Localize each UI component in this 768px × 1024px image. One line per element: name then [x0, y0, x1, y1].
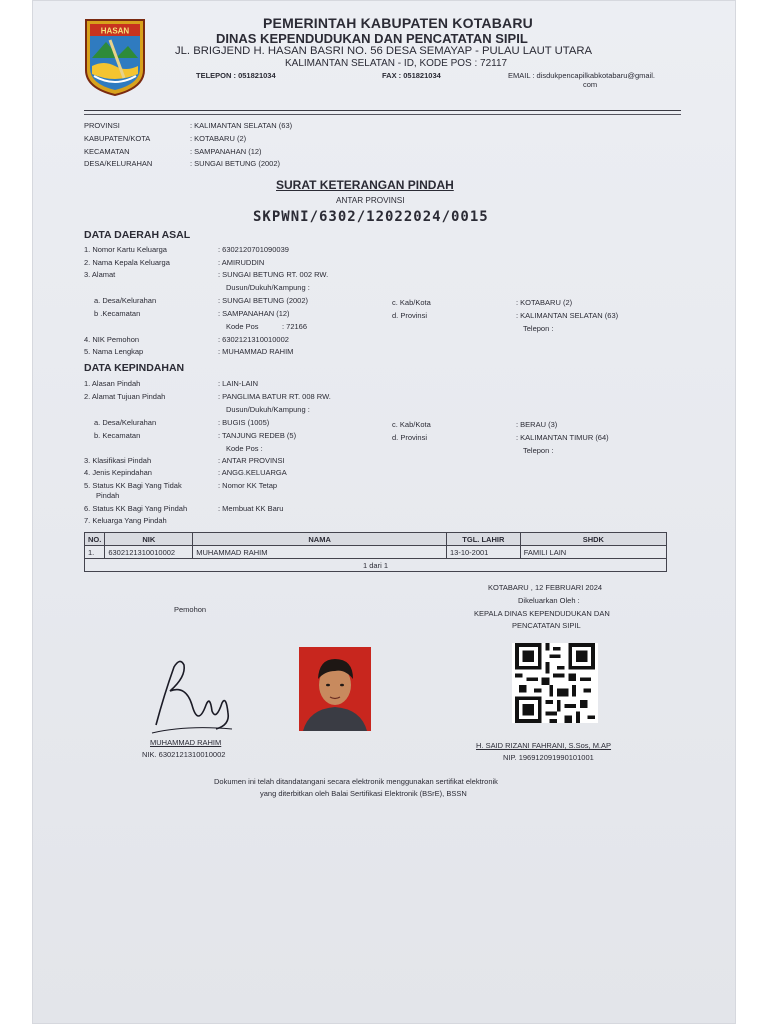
official-name: H. SAID RIZANI FAHRANI, S.Sos, M.AP — [476, 741, 612, 750]
section-heading-kepindahan: DATA KEPINDAHAN — [84, 362, 185, 374]
family-table — [84, 532, 667, 572]
region-label: KABUPATEN/KOTA — [84, 134, 151, 143]
footer-note-cont: yang diterbitkan oleh Balai Sertifikasi Elektronik (BSrE), BSSN — [260, 789, 467, 798]
field-sublabel: Dusun/Dukuh/Kampung : — [226, 283, 310, 292]
region-value: : SAMPANAHAN (12) — [190, 147, 262, 156]
field-value: : PANGLIMA BATUR RT. 008 RW. — [218, 392, 331, 401]
document-number: SKPWNI/6302/12022024/0015 — [253, 209, 489, 225]
field-value: : ANTAR PROVINSI — [218, 456, 285, 465]
field-value: : KALIMANTAN TIMUR (64) — [516, 433, 609, 442]
header-agency: DINAS KEPENDUDUKAN DAN PENCATATAN SIPIL — [216, 31, 528, 46]
field-label: Kode Pos : — [226, 444, 263, 453]
applicant-nik: NIK. 6302121310010002 — [142, 750, 226, 759]
field-value: : SUNGAI BETUNG (2002) — [218, 296, 309, 305]
place-date: KOTABARU , 12 FEBRUARI 2024 — [488, 583, 603, 592]
official-nip: NIP. 196912091990101001 — [503, 753, 594, 762]
header-email-cont: com — [583, 80, 598, 89]
region-value: : KOTABARU (2) — [190, 134, 247, 143]
document-title: SURAT KETERANGAN PINDAH — [276, 178, 454, 192]
field-value: : SUNGAI BETUNG RT. 002 RW. — [218, 270, 329, 279]
field-label: Kode Pos — [226, 322, 259, 331]
field-label: c. Kab/Kota — [392, 298, 431, 307]
table-cell: 1. — [85, 546, 105, 559]
field-label: 1. Alasan Pindah — [84, 379, 141, 388]
field-value: : 72166 — [282, 322, 308, 331]
region-label: KECAMATAN — [84, 147, 130, 156]
field-label: 4. Jenis Kepindahan — [84, 468, 152, 477]
field-label: a. Desa/Kelurahan — [94, 418, 157, 427]
official-title: KEPALA DINAS KEPENDUDUKAN DAN — [474, 609, 610, 618]
region-label: DESA/KELURAHAN — [84, 159, 153, 168]
field-label: a. Desa/Kelurahan — [94, 296, 157, 305]
field-label: b. Kecamatan — [94, 431, 141, 440]
field-label: 5. Nama Lengkap — [84, 347, 144, 356]
issued-by-label: Dikeluarkan Oleh : — [518, 596, 580, 605]
column-header: TGL. LAHIR — [446, 533, 520, 546]
section-heading-asal: DATA DAERAH ASAL — [84, 229, 191, 241]
field-sublabel: Dusun/Dukuh/Kampung : — [226, 405, 310, 414]
field-label: Telepon : — [523, 324, 554, 333]
header-fax: FAX : 051821034 — [382, 71, 441, 80]
field-label: 3. Alamat — [84, 270, 116, 279]
qr-code — [512, 643, 598, 723]
field-value: : BUGIS (1005) — [218, 418, 270, 427]
field-value: : ANGG.KELUARGA — [218, 468, 287, 477]
field-label: 2. Nama Kepala Keluarga — [84, 258, 170, 267]
field-label: Pindah — [96, 491, 120, 500]
field-label: Telepon : — [523, 446, 554, 455]
applicant-photo — [299, 647, 371, 731]
header-rule-thin — [84, 114, 681, 115]
footer-note: Dokumen ini telah ditandatangani secara elektronik menggunakan sertifikat elektronik — [214, 777, 498, 786]
field-label: 1. Nomor Kartu Keluarga — [84, 245, 167, 254]
field-label: 3. Klasifikasi Pindah — [84, 456, 152, 465]
official-title-cont: PENCATATAN SIPIL — [512, 621, 581, 630]
header-province: KALIMANTAN SELATAN - ID, KODE POS : 72117 — [285, 58, 508, 69]
field-label: 4. NIK Pemohon — [84, 335, 140, 344]
field-value: : LAIN-LAIN — [218, 379, 259, 388]
table-header-row — [85, 533, 667, 546]
table-cell: 6302121310010002 — [105, 546, 193, 559]
emblem-banner-text: HASAN — [100, 26, 130, 36]
region-value: : SUNGAI BETUNG (2002) — [190, 159, 281, 168]
header-telepon: TELEPON : 051821034 — [196, 71, 276, 80]
field-value: : 6302120701090039 — [218, 245, 289, 254]
column-header: NO. — [85, 533, 105, 546]
field-value: : TANJUNG REDEB (5) — [218, 431, 297, 440]
field-label: 6. Status KK Bagi Yang Pindah — [84, 504, 188, 513]
kotabaru-emblem-icon — [84, 18, 146, 96]
table-pagination: 1 dari 1 — [85, 559, 667, 572]
applicant-label: Pemohon — [174, 605, 207, 614]
field-value: : KALIMANTAN SELATAN (63) — [516, 311, 619, 320]
field-value: : MUHAMMAD RAHIM — [218, 347, 294, 356]
field-value: : Membuat KK Baru — [218, 504, 284, 513]
header-address: JL. BRIGJEND H. HASAN BASRI NO. 56 DESA SEMAYAP - PULAU LAUT UTARA — [175, 45, 593, 57]
header-rule — [84, 110, 681, 111]
field-label: 5. Status KK Bagi Yang Tidak — [84, 481, 182, 490]
table-pagination-row — [85, 559, 667, 572]
field-label: d. Provinsi — [392, 311, 428, 320]
field-value: : SAMPANAHAN (12) — [218, 309, 290, 318]
field-value: : Nomor KK Tetap — [218, 481, 278, 490]
header-government: PEMERINTAH KABUPATEN KOTABARU — [263, 15, 533, 31]
field-value: : AMIRUDDIN — [218, 258, 265, 267]
document-subtitle: ANTAR PROVINSI — [336, 196, 405, 205]
field-label: 2. Alamat Tujuan Pindah — [84, 392, 166, 401]
column-header: SHDK — [520, 533, 666, 546]
field-value: : BERAU (3) — [516, 420, 558, 429]
field-value: : 6302121310010002 — [218, 335, 289, 344]
signature-image — [146, 655, 236, 737]
region-label: PROVINSI — [84, 121, 120, 130]
table-row — [85, 546, 667, 559]
column-header: NAMA — [193, 533, 447, 546]
table-cell: MUHAMMAD RAHIM — [193, 546, 447, 559]
field-value: : KOTABARU (2) — [516, 298, 573, 307]
region-value: : KALIMANTAN SELATAN (63) — [190, 121, 293, 130]
field-label: b .Kecamatan — [94, 309, 141, 318]
table-cell: FAMILI LAIN — [520, 546, 666, 559]
table-cell: 13-10-2001 — [446, 546, 520, 559]
applicant-name: MUHAMMAD RAHIM — [150, 738, 222, 747]
column-header: NIK — [105, 533, 193, 546]
header-email: EMAIL : disdukpencapilkabkotabaru@gmail. — [508, 71, 655, 80]
field-label: d. Provinsi — [392, 433, 428, 442]
field-label: 7. Keluarga Yang Pindah — [84, 516, 167, 525]
field-label: c. Kab/Kota — [392, 420, 431, 429]
